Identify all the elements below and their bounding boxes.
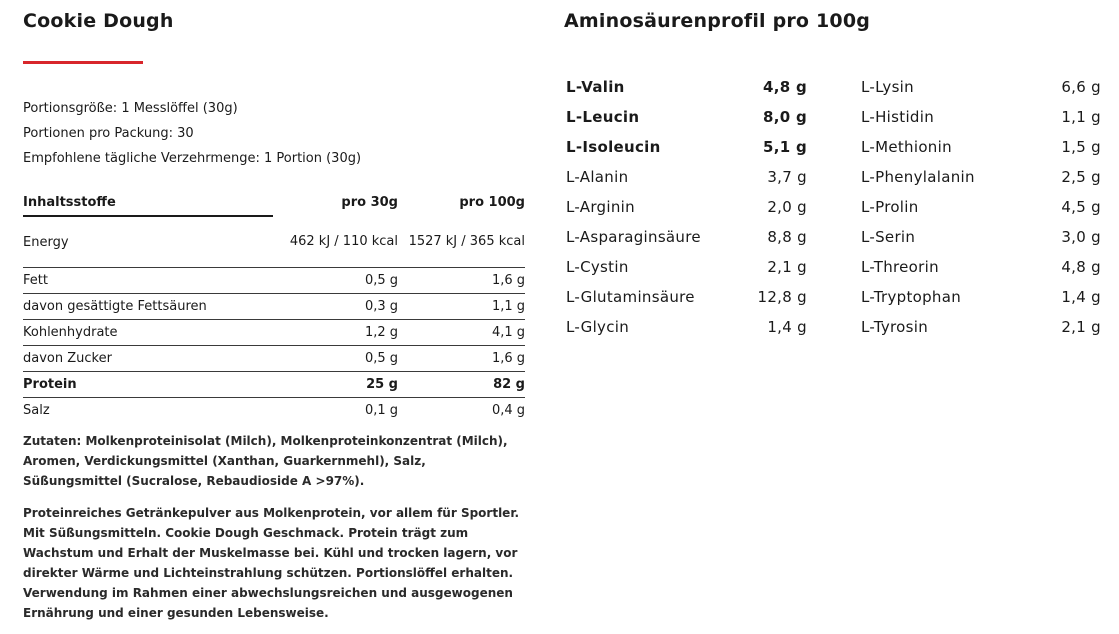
list-item [861,72,1101,102]
amino-value: 3,7 g [767,168,807,186]
amino-name: L-Tyrosin [861,318,929,336]
list-item [861,222,1101,252]
amino-value: 1,4 g [767,318,807,336]
amino-name: L-Threorin [861,258,939,276]
value-per-100g: 1,6 g [398,346,525,372]
value-per-100g: 1,1 g [398,294,525,320]
list-item [566,102,807,132]
amino-value: 4,8 g [762,78,807,96]
list-item [861,132,1101,162]
amino-name: L-Cystin [566,258,629,276]
amino-profile-title: Aminosäurenprofil pro 100g [564,10,871,32]
amino-value: 2,1 g [1061,318,1101,336]
amino-name: L-Leucin [566,108,640,126]
list-item [861,252,1101,282]
amino-name: L-Methionin [861,138,952,156]
amino-value: 12,8 g [757,288,807,306]
amino-column-right [861,72,1101,342]
amino-value: 1,5 g [1061,138,1101,156]
amino-name: L-Prolin [861,198,919,216]
amino-name: L-Lysin [861,78,914,96]
table-row [23,216,525,268]
nutrient-name: davon Zucker [23,346,273,372]
amino-name: L-Glutaminsäure [566,288,695,306]
value-per-30g: 25 g [273,372,398,398]
amino-name: L-Histidin [861,108,935,126]
value-per-100g: 1,6 g [398,268,525,294]
value-per-100g: 82 g [398,372,525,398]
table-row [23,398,525,424]
nutrition-table [23,189,525,423]
recommended-intake: Empfohlene tägliche Verzehrmenge: 1 Portion (30g) [23,151,362,166]
amino-value: 1,1 g [1061,108,1101,126]
list-item [861,192,1101,222]
product-title: Cookie Dough [23,10,174,32]
nutrient-name: Energy [23,216,273,268]
serving-size: Portionsgröße: 1 Messlöffel (30g) [23,101,238,116]
list-item [566,72,807,102]
list-item [861,282,1101,312]
nutrient-name: Fett [23,268,273,294]
value-per-100g: 4,1 g [398,320,525,346]
amino-value: 2,1 g [767,258,807,276]
amino-name: L-Valin [566,78,625,96]
value-per-30g: 0,5 g [273,268,398,294]
list-item [566,252,807,282]
amino-name: L-Alanin [566,168,629,186]
list-item [566,222,807,252]
table-row [23,372,525,398]
list-item [566,192,807,222]
amino-value: 6,6 g [1061,78,1101,96]
value-per-30g: 1,2 g [273,320,398,346]
nutrient-name: davon gesättigte Fettsäuren [23,294,273,320]
header-per-30g: pro 30g [341,195,398,210]
ingredients-text: Zutaten: Molkenproteinisolat (Milch), Molkenproteinkonzentrat (Milch), Aromen, Verdickungsmittel (Xanthan, Guarkernmehl), Salz, Süßungsmittel (Sucralose, Rebaudioside A >97%). [23,434,508,488]
header-per-100g: pro 100g [459,195,525,210]
table-row [23,346,525,372]
value-per-30g: 0,1 g [364,403,398,418]
nutrient-name: Salz [23,403,50,418]
list-item [566,282,807,312]
amino-value: 4,8 g [1061,258,1101,276]
list-item [566,312,807,342]
amino-name: L-Phenylalanin [861,168,975,186]
table-row [23,320,525,346]
list-item [566,132,807,162]
title-accent-bar [23,61,143,64]
amino-column-left [566,72,807,342]
list-item [566,162,807,192]
value-per-30g: 462 kJ / 110 kcal [273,216,398,268]
amino-name: L-Glycin [566,318,630,336]
amino-value: 5,1 g [762,138,807,156]
amino-value: 2,5 g [1061,168,1101,186]
amino-name: L-Isoleucin [566,138,661,156]
header-ingredients: Inhaltsstoffe [23,189,273,216]
amino-value: 4,5 g [1061,198,1101,216]
nutrient-name: Kohlenhydrate [23,320,273,346]
list-item [861,312,1101,342]
list-item [861,162,1101,192]
table-header-row [23,189,525,216]
list-item [861,102,1101,132]
servings-per-pack: Portionen pro Packung: 30 [23,126,194,141]
amino-name: L-Arginin [566,198,635,216]
table-row [23,294,525,320]
table-row [23,268,525,294]
amino-value: 1,4 g [1061,288,1101,306]
amino-value: 8,8 g [767,228,807,246]
amino-name: L-Serin [861,228,916,246]
nutrient-name: Protein [23,372,273,398]
serving-info [23,96,361,171]
value-per-100g: 1527 kJ / 365 kcal [398,216,525,268]
amino-value: 3,0 g [1061,228,1101,246]
amino-value: 8,0 g [762,108,807,126]
value-per-100g: 0,4 g [491,403,525,418]
product-description: Proteinreiches Getränkepulver aus Molkenprotein, vor allem für Sportler. Mit Süßungsmitteln. Cookie Dough Geschmack. Protein trägt zum Wachstum und Erhalt der Muskelmasse bei. Kühl und trocken lagern, vor direkter Wärme und Lichteinstrahlung schützen. Portionslöffel erhalten. Verwendung im Rahmen einer abwechslungsreichen und ausgewogenen Ernährung und einer gesunden Lebensweise. [23,506,520,620]
value-per-30g: 0,5 g [273,346,398,372]
amino-value: 2,0 g [767,198,807,216]
amino-name: L-Tryptophan [861,288,962,306]
value-per-30g: 0,3 g [273,294,398,320]
amino-name: L-Asparaginsäure [566,228,701,246]
